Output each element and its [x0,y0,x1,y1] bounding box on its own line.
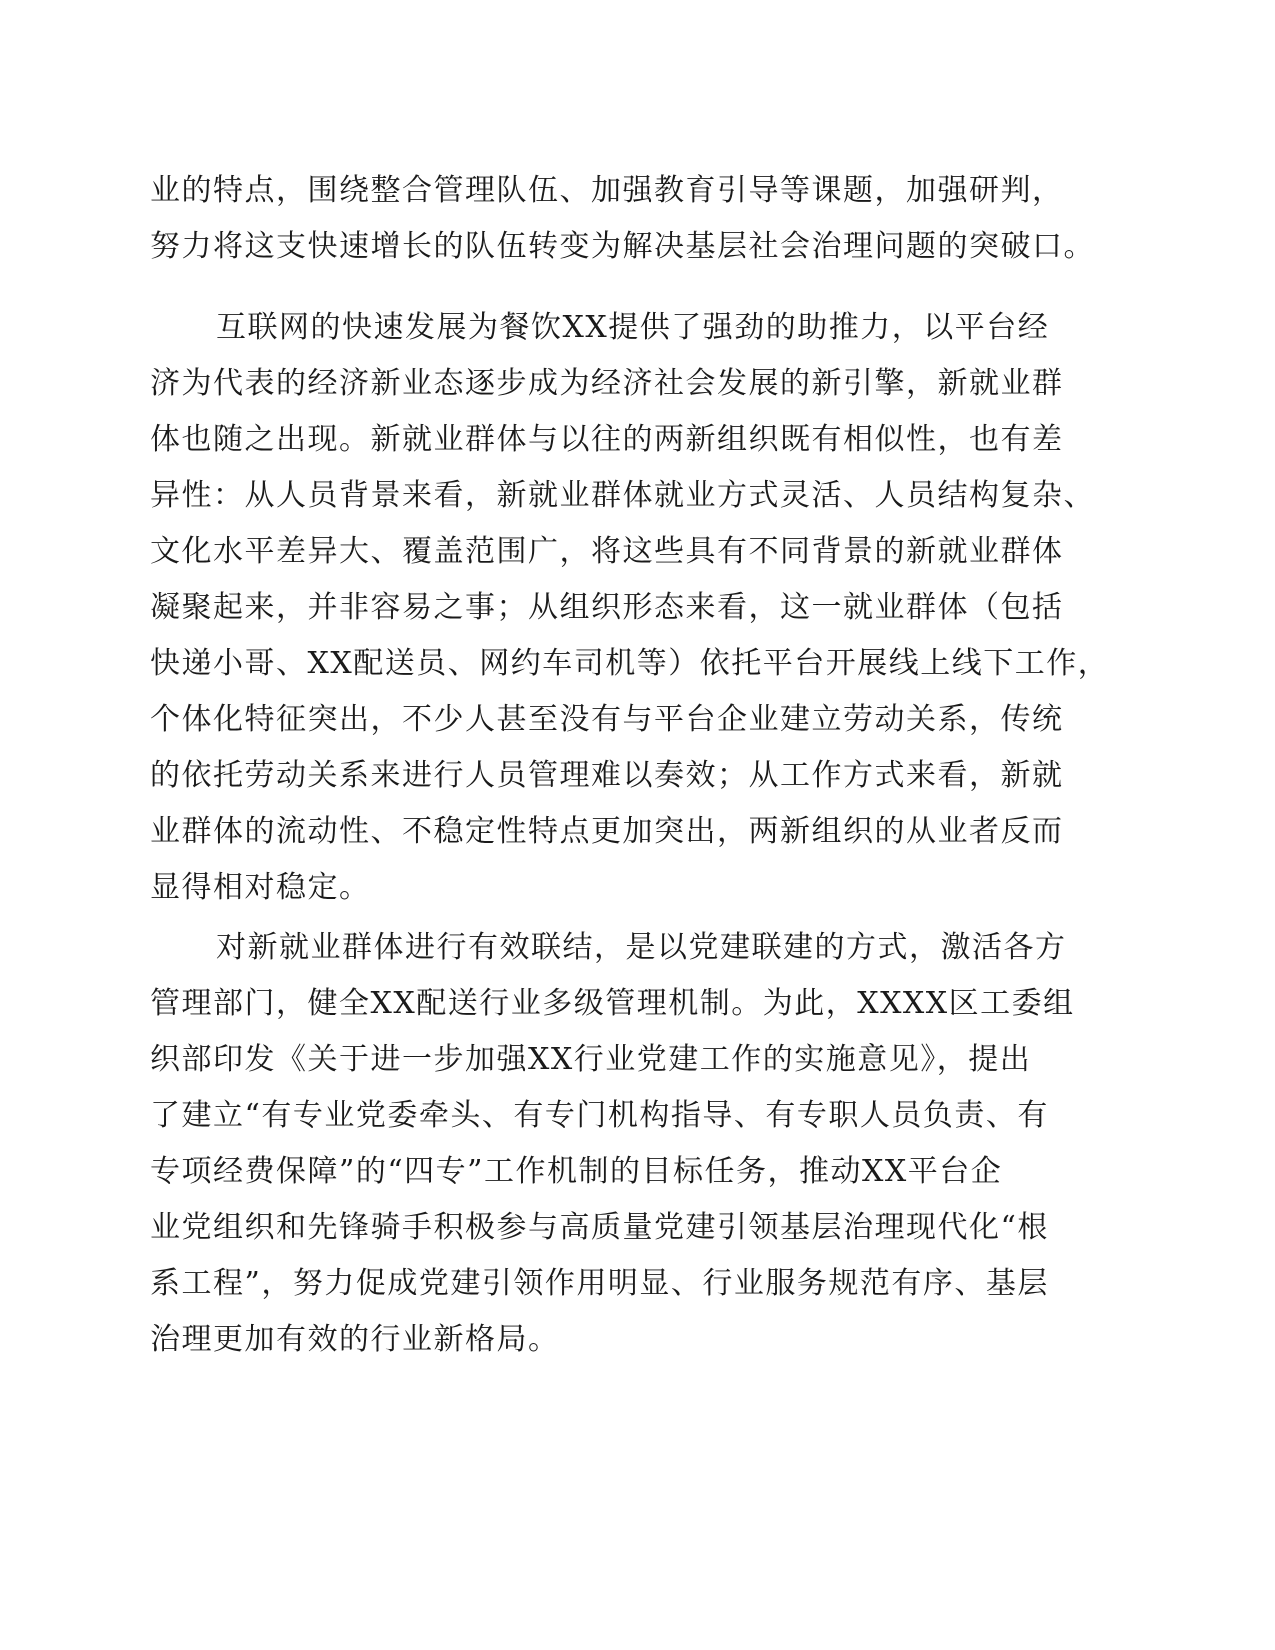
paragraph-line: 织部印发《关于进一步加强XX行业党建工作的实施意见》，提出 [150,1042,1032,1077]
paragraph-line: 异性：从人员背景来看，新就业群体就业方式灵活、人员结构复杂、 [150,478,1095,513]
paragraph-line: 努力将这支快速增长的队伍转变为解决基层社会治理问题的突破口。 [150,229,1095,264]
paragraph-line: 济为代表的经济新业态逐步成为经济社会发展的新引擎，新就业群 [150,366,1064,401]
paragraph-line: 个体化特征突出，不少人甚至没有与平台企业建立劳动关系，传统 [150,702,1064,737]
paragraph-line: 了建立“有专业党委牵头、有专门机构指导、有专职人员负责、有 [150,1098,1049,1133]
paragraph-line: 管理部门，健全XX配送行业多级管理机制。为此，XXXX区工委组 [150,986,1075,1021]
paragraph-line: 快递小哥、XX配送员、网约车司机等）依托平台开展线上线下工作， [150,646,1110,681]
paragraph-line: 对新就业群体进行有效联结，是以党建联建的方式，激活各方 [216,930,1067,965]
paragraph-line: 互联网的快速发展为餐饮XX提供了强劲的助推力，以平台经 [216,310,1050,345]
paragraph-line: 系工程”，努力促成党建引领作用明显、行业服务规范有序、基层 [150,1266,1049,1301]
paragraph-line: 业的特点，围绕整合管理队伍、加强教育引导等课题，加强研判， [150,173,1064,208]
paragraph-1 [150,163,1140,275]
paragraph-line: 文化水平差异大、覆盖范围广，将这些具有不同背景的新就业群体 [150,534,1064,569]
paragraph-line: 治理更加有效的行业新格局。 [150,1322,560,1357]
paragraph-line: 凝聚起来，并非容易之事；从组织形态来看，这一就业群体（包括 [150,590,1064,625]
paragraph-line: 的依托劳动关系来进行人员管理难以奏效；从工作方式来看，新就 [150,758,1064,793]
paragraph-line: 专项经费保障”的“四专”工作机制的目标任务，推动XX平台企 [150,1154,1003,1189]
paragraph-line: 显得相对稳定。 [150,870,371,905]
paragraph-line: 业群体的流动性、不稳定性特点更加突出，两新组织的从业者反而 [150,814,1064,849]
paragraph-2 [150,300,1140,916]
paragraph-line: 体也随之出现。新就业群体与以往的两新组织既有相似性，也有差 [150,422,1064,457]
paragraph-line: 业党组织和先锋骑手积极参与高质量党建引领基层治理现代化“根 [150,1210,1049,1245]
paragraph-3 [150,920,1140,1368]
